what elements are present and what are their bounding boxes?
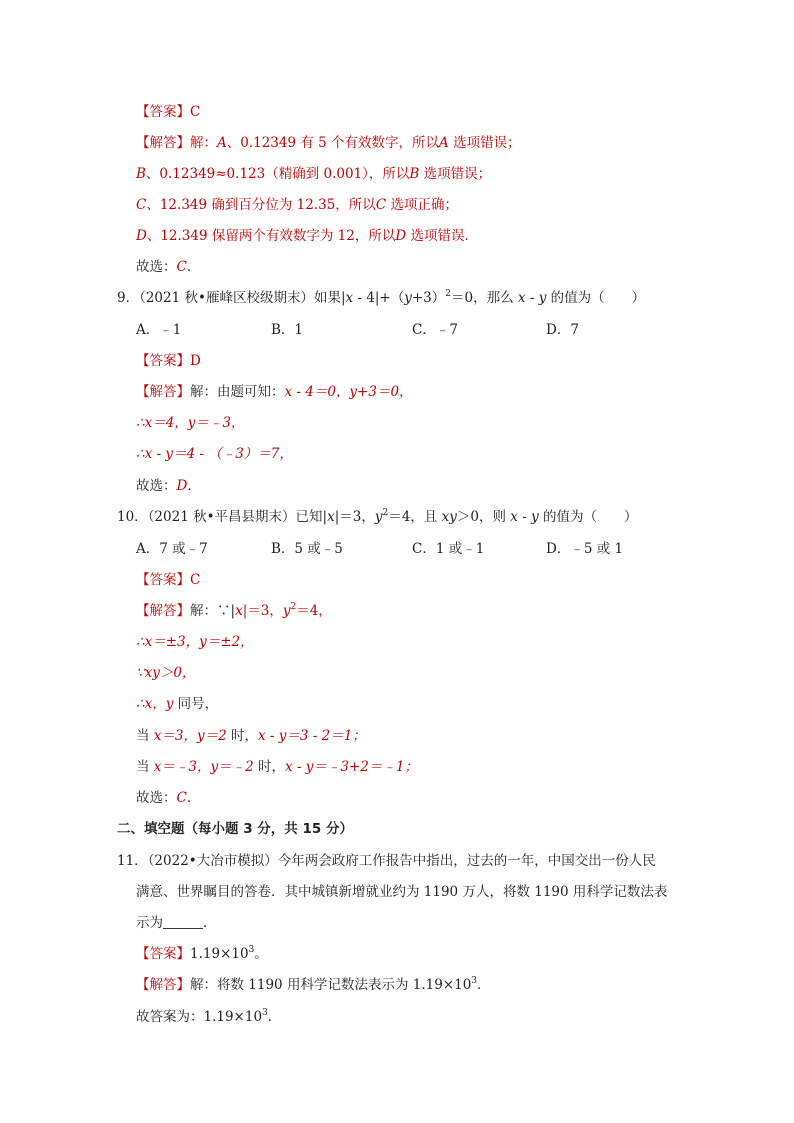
q11-stem-line-1: 11．（2022•大冶市模拟）今年两会政府工作报告中指出，过去的一年，中国交出一份人民 (117, 853, 656, 869)
q11-stem-line-2: 满意、世界瞩目的答卷．其中城镇新增就业约为 1190 万人，将数 1190 用科学记数法表 (136, 884, 668, 900)
q10-option-b: B．5 或﹣5 (271, 541, 343, 557)
q8-answer (136, 102, 200, 122)
q9-step-2: ∴x - y＝4 - （﹣3）＝7， (136, 446, 293, 462)
q10-step-3: ∴x，y 同号， (136, 696, 219, 712)
q9-analysis: 【解答】解：由题可知：x - 4＝0，y+3＝0， (136, 384, 413, 400)
q9-option-a: A．﹣1 (136, 322, 182, 338)
q8-analysis-line-2: B、0.12349≈0.123（精确到 0.001），所以B 选项错误； (136, 166, 492, 182)
answer-value: C (190, 572, 201, 588)
answer-value: D (190, 353, 201, 369)
analysis-tag: 【解答】 (136, 603, 190, 619)
q10-option-a: A．7 或﹣7 (136, 541, 208, 557)
q10-step-1: ∴x＝±3，y＝±2， (136, 634, 254, 650)
q11-conclusion: 故答案为：$1.19\times 10^3$． (136, 1008, 282, 1025)
answer-value: 1.19×10 (190, 946, 249, 962)
q10-stem: 10．（2021 秋•平昌县期末）已知|x|＝3，$y^2=4$，且 xy＞0，则 x - y 的值为（ ） (117, 508, 638, 525)
q10-analysis: 【解答】解：∵|x|＝3，$y^2=4$， (136, 602, 332, 619)
q11-answer: 【答案】$1.19\times 10^3$。 (136, 945, 268, 962)
q9-answer (136, 351, 201, 371)
q9-step-1: ∴x＝4，y＝﹣3， (136, 415, 245, 431)
q10-option-d: D．﹣5 或 1 (546, 541, 624, 557)
q9-stem: 9．（2021 秋•雁峰区校级期末）如果$|x - 4|+(y+3)^2=0$，那么 x - y 的值为（ ） (117, 289, 646, 306)
answer-blank (163, 915, 203, 929)
analysis-tag: 【解答】 (136, 977, 190, 993)
q10-option-c: C．1 或﹣1 (412, 541, 485, 557)
answer-tag: 【答案】 (136, 946, 190, 962)
q8-analysis-line-3: C、12.349 确到百分位为 12.35，所以C 选项正确； (136, 197, 458, 213)
answer-tag: 【答案】 (136, 353, 190, 369)
q8-conclusion: 故选：C． (136, 259, 201, 275)
q11-stem-line-3: 示为 ． (136, 915, 217, 931)
q8-analysis-line-1: 【解答】解：A、0.12349 有 5 个有效数字，所以A 选项错误； (136, 135, 521, 151)
q9-option-c: C．﹣7 (412, 322, 458, 338)
q10-answer (136, 570, 200, 590)
q10-step-4: 当 x＝3，y＝2 时，x - y＝3 - 2＝1； (136, 728, 366, 744)
q10-step-2: ∵xy＞0， (136, 665, 196, 681)
q11-analysis: 【解答】解：将数 1190 用科学记数法表示为 $1.19\times 10^3$． (136, 976, 491, 993)
q9-conclusion: 故选：D． (136, 478, 201, 494)
section-heading: 二、填空题（每小题 3 分，共 15 分） (117, 821, 353, 837)
question-number: 11． (117, 853, 148, 869)
answer-tag: 【答案】 (136, 104, 190, 120)
analysis-tag: 【解答】 (136, 135, 190, 151)
answer-value: C (190, 104, 201, 120)
q10-conclusion: 故选：C． (136, 790, 201, 806)
q10-step-5: 当 x＝﹣3，y＝﹣2 时，x - y＝﹣3+2＝﹣1； (136, 759, 418, 775)
question-number: 10． (117, 509, 148, 525)
answer-tag: 【答案】 (136, 572, 190, 588)
q8-analysis-line-4: D、12.349 保留两个有效数字为 12，所以D 选项错误． (136, 228, 478, 244)
analysis-tag: 【解答】 (136, 384, 190, 400)
q9-option-b: B．1 (271, 322, 304, 338)
q9-option-d: D．7 (546, 322, 579, 338)
question-number: 9． (117, 290, 140, 306)
